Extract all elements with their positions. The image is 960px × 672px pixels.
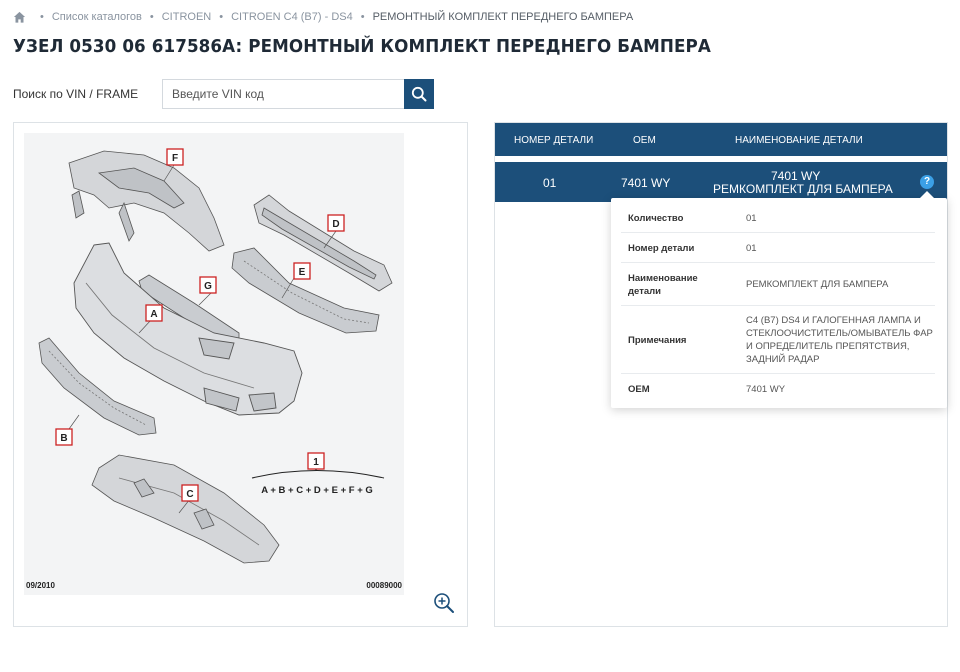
label-f[interactable]: F — [171, 153, 179, 164]
label-g[interactable]: G — [204, 281, 212, 292]
page-title: УЗЕЛ 0530 06 617586A: РЕМОНТНЫЙ КОМПЛЕКТ ПЕРЕДНЕГО БАМПЕРА — [13, 36, 711, 57]
kit-formula: A + B + C + D + E + F + G — [261, 485, 373, 496]
detail-value: C4 (B7) DS4 И ГАЛОГЕННАЯ ЛАМПА И СТЕКЛООЧИСТИТЕЛЬ/ОМЫВАТЕЛЬ ФАР И ОПРЕДЕЛИТЕЛЬ ПРЕПЯТСТВИЯ, ЗАДНИЙ РАДАР — [746, 315, 933, 365]
label-kit-1[interactable]: 1 — [313, 457, 319, 468]
detail-key: Номер детали — [628, 243, 695, 254]
breadcrumb-separator: • — [40, 11, 44, 23]
header-oem[interactable]: OEM — [633, 135, 656, 146]
breadcrumb-separator: • — [149, 11, 154, 23]
detail-row-quantity — [621, 204, 935, 233]
diagram-code: 00089000 — [366, 581, 402, 590]
detail-key: Наименование детали — [628, 273, 698, 297]
breadcrumb-brand[interactable]: CITROEN — [161, 11, 212, 23]
help-icon[interactable]: ? — [920, 175, 934, 189]
cell-name-desc: РЕМКОМПЛЕКТ ДЛЯ БАМПЕРА — [713, 182, 893, 196]
vin-search-label: Поиск по VIN / FRAME — [13, 87, 139, 101]
header-part-name[interactable]: НАИМЕНОВАНИЕ ДЕТАЛИ — [735, 135, 863, 146]
label-d[interactable]: D — [332, 219, 340, 230]
detail-value: 01 — [746, 243, 757, 254]
label-c[interactable]: C — [186, 489, 194, 500]
table-row[interactable] — [495, 162, 947, 202]
detail-row-part-name — [621, 263, 935, 306]
breadcrumb — [13, 9, 633, 25]
cell-oem: 7401 WY — [621, 176, 671, 190]
breadcrumb-model[interactable]: CITROEN C4 (B7) - DS4 — [231, 11, 353, 23]
detail-key: Примечания — [628, 335, 687, 346]
label-b[interactable]: B — [60, 433, 68, 444]
detail-row-part-number — [621, 233, 935, 263]
popover-arrow — [920, 191, 934, 198]
detail-row-oem — [621, 374, 935, 402]
cell-name-code: 7401 WY — [771, 169, 821, 183]
exploded-parts-diagram — [24, 133, 404, 595]
breadcrumb-current: РЕМОНТНЫЙ КОМПЛЕКТ ПЕРЕДНЕГО БАМПЕРА — [372, 11, 634, 23]
detail-key: OEM — [628, 384, 650, 395]
breadcrumb-separator: • — [219, 11, 224, 23]
cell-part-number: 01 — [543, 176, 557, 190]
part-details-popover — [611, 198, 947, 408]
breadcrumb-separator: • — [360, 11, 365, 23]
detail-row-notes — [621, 306, 935, 374]
header-part-number[interactable]: НОМЕР ДЕТАЛИ — [514, 135, 594, 146]
table-header — [495, 123, 947, 156]
detail-key: Количество — [628, 213, 684, 224]
breadcrumb-catalogs[interactable]: Список каталогов — [51, 11, 142, 23]
diagram-panel — [13, 122, 468, 627]
search-icon — [411, 86, 427, 102]
label-a[interactable]: A — [150, 309, 158, 320]
detail-value: 01 — [746, 213, 757, 224]
diagram-date: 09/2010 — [26, 581, 55, 590]
vin-search-button[interactable] — [404, 79, 434, 109]
home-icon[interactable] — [13, 11, 26, 24]
vin-search-input[interactable] — [162, 79, 404, 109]
label-e[interactable]: E — [298, 267, 306, 278]
zoom-in-icon[interactable] — [432, 591, 456, 615]
detail-value: 7401 WY — [746, 384, 786, 395]
detail-value: РЕМКОМПЛЕКТ ДЛЯ БАМПЕРА — [746, 279, 889, 290]
